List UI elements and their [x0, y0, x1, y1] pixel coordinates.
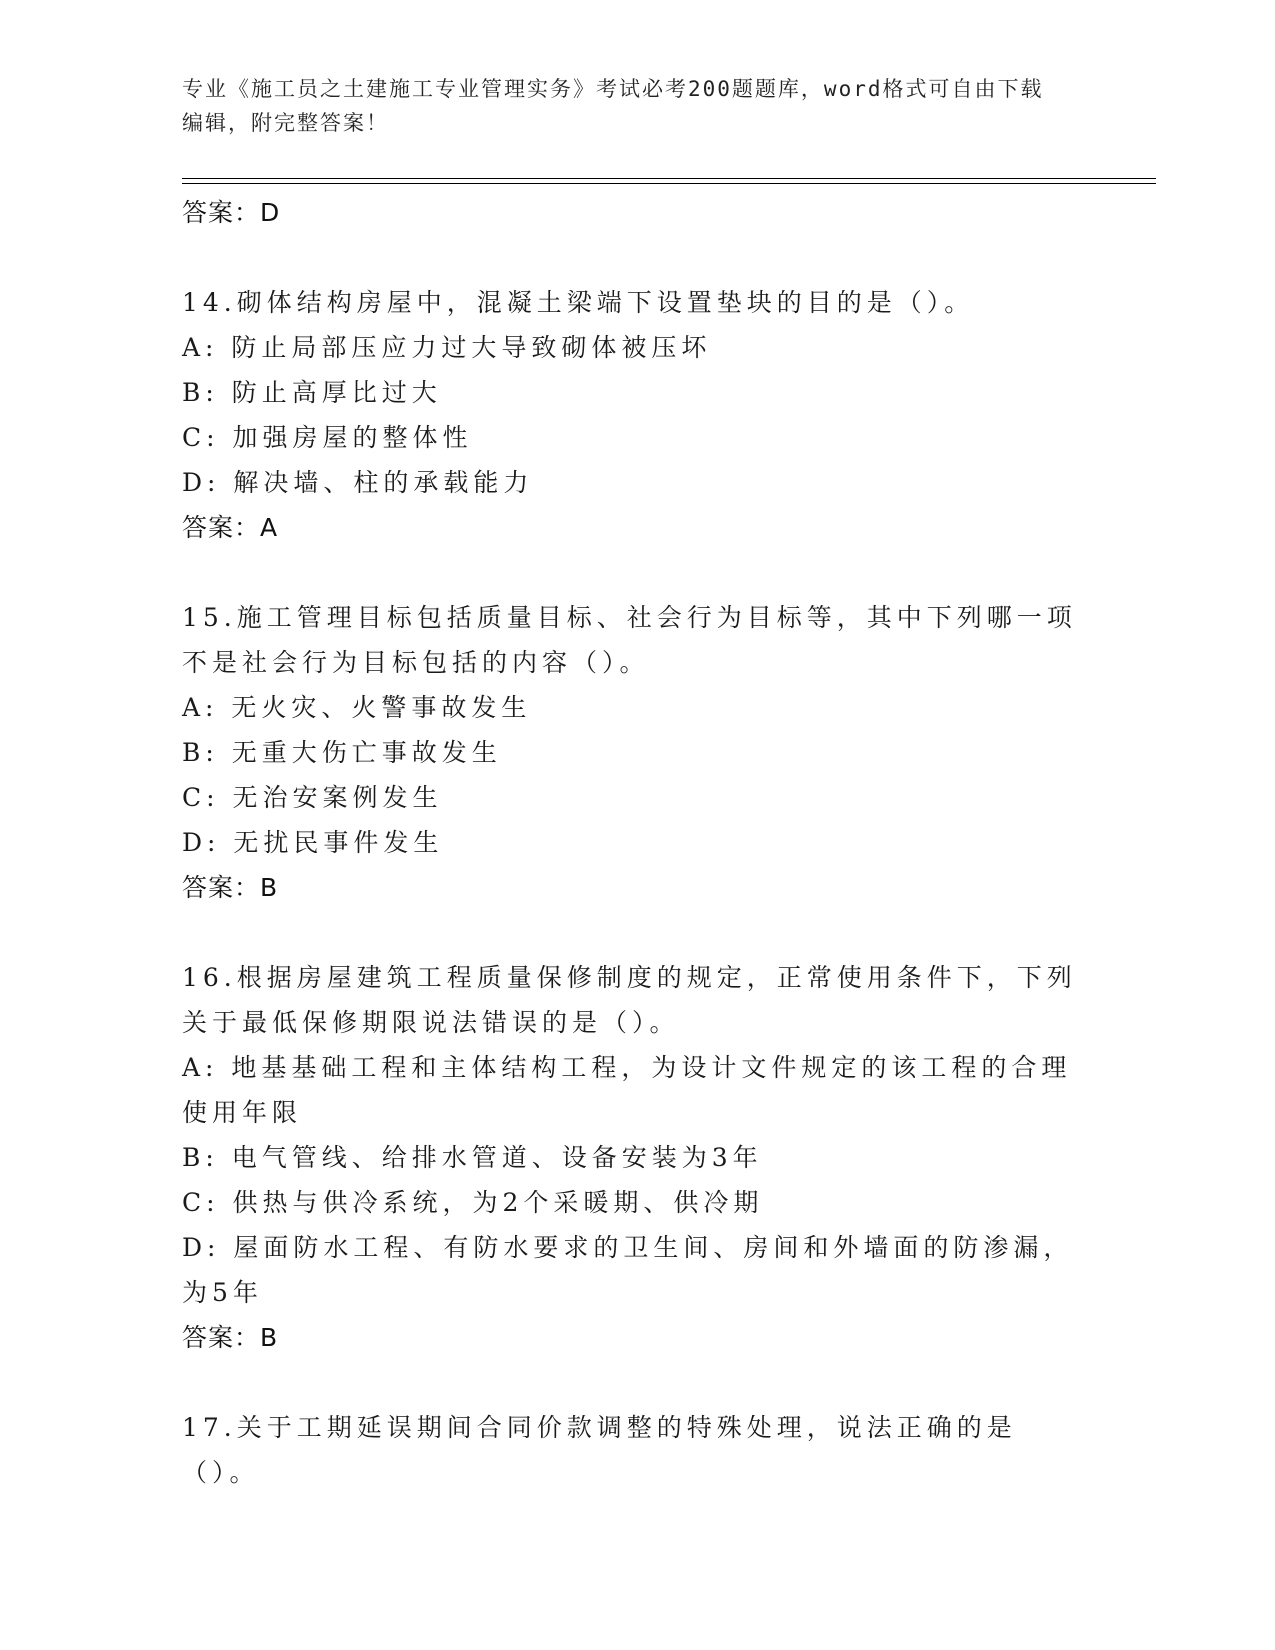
option-a: A: 防止局部压应力过大导致砌体被压坏 — [182, 333, 712, 362]
document-body — [182, 190, 1082, 1495]
option-d: D: 解决墙、柱的承载能力 — [182, 468, 534, 497]
answer-label: 答案：B — [182, 1323, 279, 1352]
option-a: A: 无火灾、火警事故发生 — [182, 693, 532, 722]
question-text: 14.砌体结构房屋中，混凝土梁端下设置垫块的目的是（）。 — [182, 288, 975, 317]
question-text: 15.施工管理目标包括质量目标、社会行为目标等，其中下列哪一项不是社会行为目标包括的内容（）。 — [182, 603, 1077, 677]
option-c: C: 无治安案例发生 — [182, 783, 443, 812]
page-header: 专业《施工员之土建施工专业管理实务》考试必考200题题库，word格式可自由下载编辑，附完整答案！ — [182, 77, 1044, 135]
answer-label: 答案：A — [182, 513, 279, 542]
header-rule-bottom — [182, 183, 1156, 184]
option-c: C: 供热与供冷系统，为2个采暖期、供冷期 — [182, 1188, 764, 1217]
header-rule-top — [182, 178, 1156, 179]
answer-label: 答案：B — [182, 873, 279, 902]
question-text: 16.根据房屋建筑工程质量保修制度的规定，正常使用条件下，下列关于最低保修期限说法错误的是（）。 — [182, 963, 1077, 1037]
question-text: 17.关于工期延误期间合同价款调整的特殊处理，说法正确的是（）。 — [182, 1413, 1017, 1487]
option-b: B: 无重大伤亡事故发生 — [182, 738, 502, 767]
question-block-17 — [182, 1405, 1082, 1495]
option-b: B: 电气管线、给排水管道、设备安装为3年 — [182, 1143, 763, 1172]
option-c: C: 加强房屋的整体性 — [182, 423, 473, 452]
question-block-16 — [182, 955, 1082, 1361]
answer-label: 答案：D — [182, 198, 281, 227]
option-a: A: 地基基础工程和主体结构工程，为设计文件规定的该工程的合理使用年限 — [182, 1053, 1072, 1127]
question-block-14 — [182, 280, 1082, 551]
option-b: B: 防止高厚比过大 — [182, 378, 442, 407]
question-block-15 — [182, 595, 1082, 911]
option-d: D: 无扰民事件发生 — [182, 828, 444, 857]
option-d: D: 屋面防水工程、有防水要求的卫生间、房间和外墙面的防渗漏，为5年 — [182, 1233, 1074, 1307]
